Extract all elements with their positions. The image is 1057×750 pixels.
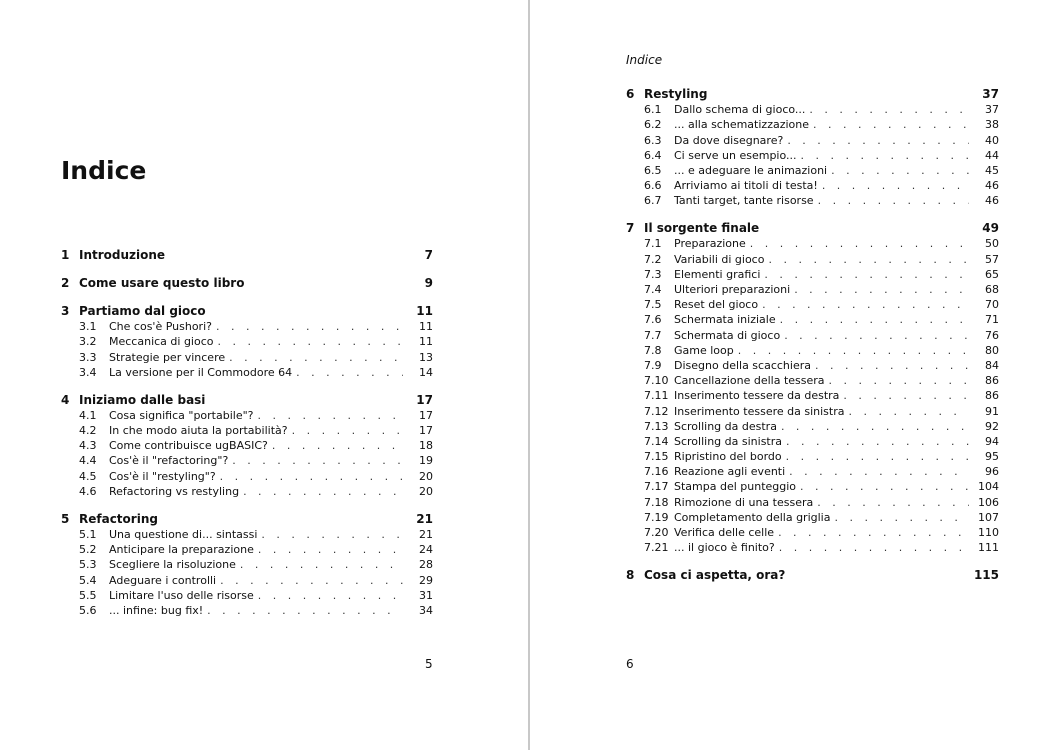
section-page: 95: [985, 450, 999, 464]
page-number: 5: [425, 657, 433, 671]
section-number: 4.2: [79, 424, 97, 438]
dot-leader: [243, 484, 403, 499]
section-title: Limitare l'uso delle risorse: [109, 588, 254, 602]
section-title: Rimozione di una tessera: [674, 495, 814, 509]
dot-leader: [809, 102, 969, 117]
section-number: 7.18: [644, 495, 669, 509]
section-number: 7.2: [644, 252, 662, 266]
section-page: 94: [985, 434, 999, 448]
toc-chapter: [61, 512, 433, 618]
section-page: 45: [985, 163, 999, 177]
section-page: 107: [978, 510, 999, 524]
chapter-entry[interactable]: [61, 248, 433, 263]
section-title: ... e adeguare le animazioni: [674, 163, 828, 177]
section-number: 6.5: [644, 163, 662, 177]
section-page: 71: [985, 313, 999, 327]
section-number: 6.1: [644, 103, 662, 117]
dot-leader: [780, 312, 969, 327]
chapter-entry[interactable]: [61, 393, 433, 408]
section-page: 70: [985, 298, 999, 312]
section-number: 7.11: [644, 389, 669, 403]
section-page: 11: [419, 335, 433, 349]
toc-chapter: [61, 276, 433, 291]
section-page: 110: [978, 526, 999, 540]
dot-leader: [829, 373, 969, 388]
section-entry[interactable]: [61, 438, 433, 453]
section-number: 5.4: [79, 573, 97, 587]
section-number: 7.10: [644, 374, 669, 388]
dot-leader: [822, 178, 969, 193]
section-entry[interactable]: [61, 350, 433, 365]
section-entry[interactable]: [626, 117, 999, 132]
section-number: 7.1: [644, 237, 662, 251]
dot-leader: [762, 297, 969, 312]
section-page: 13: [419, 350, 433, 364]
dot-leader: [750, 236, 969, 251]
section-number: 7.20: [644, 526, 669, 540]
section-entry[interactable]: [626, 373, 999, 388]
section-page: 14: [419, 365, 433, 379]
dot-leader: [786, 449, 969, 464]
dot-leader: [207, 603, 403, 618]
section-page: 46: [985, 194, 999, 208]
section-page: 37: [985, 103, 999, 117]
page-title: Indice: [61, 156, 147, 185]
dot-leader: [768, 252, 969, 267]
dot-leader: [843, 388, 969, 403]
dot-leader: [818, 193, 969, 208]
section-page: 44: [985, 148, 999, 162]
section-entry[interactable]: [626, 540, 999, 555]
section-title: Cancellazione della tessera: [674, 374, 825, 388]
section-title: Reazione agli eventi: [674, 465, 786, 479]
toc-chapter: [626, 87, 999, 209]
section-title: La versione per il Commodore 64: [109, 365, 293, 379]
dot-leader: [784, 328, 969, 343]
section-page: 21: [419, 528, 433, 541]
section-number: 7.7: [644, 328, 662, 342]
section-title: Game loop: [674, 343, 734, 357]
toc-chapter: [61, 304, 433, 380]
section-number: 7.14: [644, 434, 669, 448]
dot-leader: [220, 573, 403, 588]
section-entry[interactable]: [61, 423, 433, 438]
section-entry[interactable]: [626, 236, 999, 251]
section-title: ... alla schematizzazione: [674, 118, 810, 132]
section-title: Adeguare i controlli: [109, 573, 217, 587]
chapter-number: 2: [61, 275, 70, 290]
section-number: 7.8: [644, 343, 662, 357]
section-title: Refactoring vs restyling: [109, 484, 240, 498]
table-of-contents: [626, 87, 999, 583]
section-title: Ripristino del bordo: [674, 450, 782, 464]
section-page: 65: [985, 267, 999, 281]
section-title: Ulteriori preparazioni: [674, 283, 791, 297]
section-title: Variabili di gioco: [674, 252, 765, 266]
section-page: 84: [985, 358, 999, 372]
chapter-page: 7: [424, 248, 433, 262]
chapter-page: 37: [982, 87, 999, 101]
section-title: ... infine: bug fix!: [109, 603, 204, 617]
section-title: Dallo schema di gioco...: [674, 103, 806, 117]
dot-leader: [258, 588, 403, 603]
section-title: Tanti target, tante risorse: [674, 194, 814, 208]
section-number: 4.3: [79, 439, 97, 453]
section-title: Completamento della griglia: [674, 510, 831, 524]
section-entry[interactable]: [626, 358, 999, 373]
section-entry[interactable]: [626, 510, 999, 525]
section-number: 5.6: [79, 603, 97, 617]
section-title: ... il gioco è finito?: [674, 541, 775, 555]
chapter-title: Come usare questo libro: [79, 275, 245, 290]
section-number: 7.6: [644, 313, 662, 327]
page-number: 6: [626, 657, 634, 671]
toc-chapter: [626, 221, 999, 555]
section-number: 5.3: [79, 558, 97, 572]
section-number: 7.13: [644, 419, 669, 433]
section-entry[interactable]: [61, 484, 433, 499]
section-entry[interactable]: [61, 542, 433, 557]
section-title: Cosa significa "portabile"?: [109, 408, 254, 422]
section-number: 7.15: [644, 450, 669, 464]
section-entry[interactable]: [626, 102, 999, 117]
section-entry[interactable]: [61, 408, 433, 423]
dot-leader: [813, 117, 969, 132]
section-title: Inserimento tessere da sinistra: [674, 404, 845, 418]
dot-leader: [817, 495, 969, 510]
section-page: 57: [985, 252, 999, 266]
section-title: Ci serve un esempio...: [674, 148, 797, 162]
section-entry[interactable]: [626, 312, 999, 327]
dot-leader: [787, 133, 969, 148]
section-number: 5.1: [79, 528, 97, 541]
chapter-number: 3: [61, 303, 70, 318]
section-title: Verifica delle celle: [674, 526, 775, 540]
section-entry[interactable]: [626, 464, 999, 479]
section-entry[interactable]: [626, 449, 999, 464]
section-page: 31: [419, 588, 433, 602]
section-entry[interactable]: [61, 453, 433, 468]
toc-chapter: [61, 393, 433, 499]
section-number: 4.4: [79, 454, 97, 468]
section-number: 3.3: [79, 350, 97, 364]
dot-leader: [292, 423, 403, 438]
section-title: Che cos'è Pushori?: [109, 320, 212, 334]
section-title: In che modo aiuta la portabilità?: [109, 424, 288, 438]
chapter-entry[interactable]: [626, 221, 999, 236]
dot-leader: [848, 404, 969, 419]
dot-leader: [216, 319, 403, 334]
section-title: Da dove disegnare?: [674, 133, 784, 147]
dot-leader: [738, 343, 969, 358]
section-title: Arriviamo ai titoli di testa!: [674, 179, 818, 193]
section-number: 7.12: [644, 404, 669, 418]
chapter-title: Refactoring: [79, 511, 158, 526]
chapter-title: Introduzione: [79, 248, 166, 262]
section-entry[interactable]: [626, 434, 999, 449]
section-page: 24: [419, 543, 433, 557]
chapter-number: 7: [626, 221, 635, 236]
dot-leader: [789, 464, 969, 479]
section-title: Schermata di gioco: [674, 328, 781, 342]
chapter-page: 49: [982, 221, 999, 236]
chapter-title: Il sorgente finale: [644, 221, 760, 236]
chapter-number: 8: [626, 568, 635, 583]
dot-leader: [800, 479, 969, 494]
section-entry[interactable]: [626, 343, 999, 358]
section-entry[interactable]: [61, 334, 433, 349]
chapter-number: 5: [61, 511, 70, 526]
section-entry[interactable]: [626, 148, 999, 163]
section-page: 20: [419, 484, 433, 498]
dot-leader: [220, 469, 403, 484]
section-title: Schermata iniziale: [674, 313, 776, 327]
section-page: 111: [978, 541, 999, 555]
section-entry[interactable]: [61, 469, 433, 484]
toc-chapter: [61, 248, 433, 263]
section-page: 106: [978, 495, 999, 509]
section-number: 3.4: [79, 365, 97, 379]
section-page: 28: [419, 558, 433, 572]
chapter-number: 1: [61, 248, 70, 262]
section-number: 5.2: [79, 543, 97, 557]
section-page: 80: [985, 343, 999, 357]
running-head: Indice: [626, 53, 663, 67]
section-page: 40: [985, 133, 999, 147]
section-entry[interactable]: [626, 252, 999, 267]
section-number: 7.4: [644, 283, 662, 297]
section-page: 19: [419, 454, 433, 468]
section-title: Inserimento tessere da destra: [674, 389, 840, 403]
dot-leader: [229, 350, 403, 365]
section-page: 50: [985, 237, 999, 251]
section-title: Elementi grafici: [674, 267, 761, 281]
chapter-title: Restyling: [644, 87, 708, 101]
section-title: Cos'è il "restyling"?: [109, 469, 216, 483]
section-page: 104: [978, 480, 999, 494]
section-page: 46: [985, 179, 999, 193]
dot-leader: [815, 358, 969, 373]
dot-leader: [779, 540, 969, 555]
section-page: 29: [419, 573, 433, 587]
chapter-entry[interactable]: [61, 304, 433, 319]
chapter-entry[interactable]: [626, 568, 999, 583]
dot-leader: [764, 267, 969, 282]
chapter-number: 6: [626, 87, 635, 101]
section-title: Meccanica di gioco: [109, 335, 214, 349]
section-page: 18: [419, 439, 433, 453]
section-number: 6.3: [644, 133, 662, 147]
section-number: 5.5: [79, 588, 97, 602]
section-number: 7.9: [644, 358, 662, 372]
section-page: 34: [419, 603, 433, 617]
section-title: Scegliere la risoluzione: [109, 558, 236, 572]
chapter-number: 4: [61, 392, 70, 407]
section-entry[interactable]: [61, 573, 433, 588]
chapter-page: 115: [973, 568, 999, 583]
dot-leader: [240, 557, 403, 572]
chapter-page: 21: [416, 511, 433, 526]
section-page: 17: [419, 408, 433, 422]
chapter-entry[interactable]: [626, 87, 999, 102]
section-entry[interactable]: [626, 178, 999, 193]
section-number: 4.6: [79, 484, 97, 498]
dot-leader: [834, 510, 969, 525]
section-number: 4.1: [79, 408, 97, 422]
section-page: 91: [985, 404, 999, 418]
section-entry[interactable]: [626, 267, 999, 282]
section-title: Scrolling da sinistra: [674, 434, 783, 448]
section-number: 7.17: [644, 480, 669, 494]
section-title: Una questione di... sintassi: [109, 528, 258, 541]
section-page: 17: [419, 424, 433, 438]
dot-leader: [218, 334, 404, 349]
section-entry[interactable]: [61, 588, 433, 603]
dot-leader: [801, 148, 969, 163]
section-entry[interactable]: [626, 328, 999, 343]
section-page: 11: [419, 320, 433, 334]
dot-leader: [261, 527, 403, 542]
section-entry[interactable]: [61, 319, 433, 334]
dot-leader: [778, 525, 969, 540]
section-page: 96: [985, 465, 999, 479]
section-entry[interactable]: [626, 419, 999, 434]
section-entry[interactable]: [626, 163, 999, 178]
dot-leader: [786, 434, 969, 449]
dot-leader: [831, 163, 969, 178]
section-entry[interactable]: [626, 495, 999, 510]
right-page: [530, 0, 1057, 750]
section-entry[interactable]: [61, 557, 433, 572]
section-number: 7.16: [644, 465, 669, 479]
chapter-entry[interactable]: [61, 276, 433, 291]
section-title: Anticipare la preparazione: [109, 543, 254, 557]
section-page: 86: [985, 389, 999, 403]
section-entry[interactable]: [626, 297, 999, 312]
section-entry[interactable]: [626, 133, 999, 148]
dot-leader: [296, 365, 403, 380]
section-entry[interactable]: [626, 479, 999, 494]
section-number: 6.6: [644, 179, 662, 193]
toc-chapter: [626, 568, 999, 583]
section-number: 3.1: [79, 320, 97, 334]
left-page: [0, 0, 528, 750]
section-title: Cos'è il "refactoring"?: [109, 454, 229, 468]
dot-leader: [781, 419, 969, 434]
section-number: 7.21: [644, 541, 669, 555]
section-title: Reset del gioco: [674, 298, 759, 312]
section-title: Come contribuisce ugBASIC?: [109, 439, 268, 453]
table-of-contents: [61, 248, 433, 618]
section-page: 92: [985, 419, 999, 433]
dot-leader: [258, 408, 404, 423]
section-number: 6.4: [644, 148, 662, 162]
section-title: Scrolling da destra: [674, 419, 777, 433]
section-number: 3.2: [79, 335, 97, 349]
dot-leader: [258, 542, 403, 557]
section-number: 7.3: [644, 267, 662, 281]
chapter-title: Iniziamo dalle basi: [79, 392, 206, 407]
section-entry[interactable]: [626, 404, 999, 419]
dot-leader: [272, 438, 403, 453]
section-entry[interactable]: [61, 603, 433, 618]
section-entry[interactable]: [61, 527, 433, 542]
section-page: 38: [985, 118, 999, 132]
section-number: 7.19: [644, 510, 669, 524]
section-title: Stampa del punteggio: [674, 480, 797, 494]
section-number: 6.7: [644, 194, 662, 208]
section-page: 20: [419, 469, 433, 483]
section-title: Disegno della scacchiera: [674, 358, 811, 372]
section-entry[interactable]: [626, 525, 999, 540]
section-title: Preparazione: [674, 237, 746, 251]
section-page: 86: [985, 374, 999, 388]
section-page: 76: [985, 328, 999, 342]
section-number: 7.5: [644, 298, 662, 312]
section-entry[interactable]: [61, 365, 433, 380]
section-entry[interactable]: [626, 282, 999, 297]
section-number: 6.2: [644, 118, 662, 132]
chapter-title: Cosa ci aspetta, ora?: [644, 568, 786, 583]
chapter-page: 17: [416, 392, 433, 407]
section-entry[interactable]: [626, 193, 999, 208]
chapter-title: Partiamo dal gioco: [79, 303, 206, 318]
section-number: 4.5: [79, 469, 97, 483]
chapter-page: 11: [416, 303, 433, 318]
dot-leader: [794, 282, 969, 297]
section-title: Strategie per vincere: [109, 350, 226, 364]
dot-leader: [232, 453, 403, 468]
section-entry[interactable]: [626, 388, 999, 403]
chapter-entry[interactable]: [61, 512, 433, 527]
chapter-page: 9: [424, 275, 433, 290]
section-page: 68: [985, 283, 999, 297]
